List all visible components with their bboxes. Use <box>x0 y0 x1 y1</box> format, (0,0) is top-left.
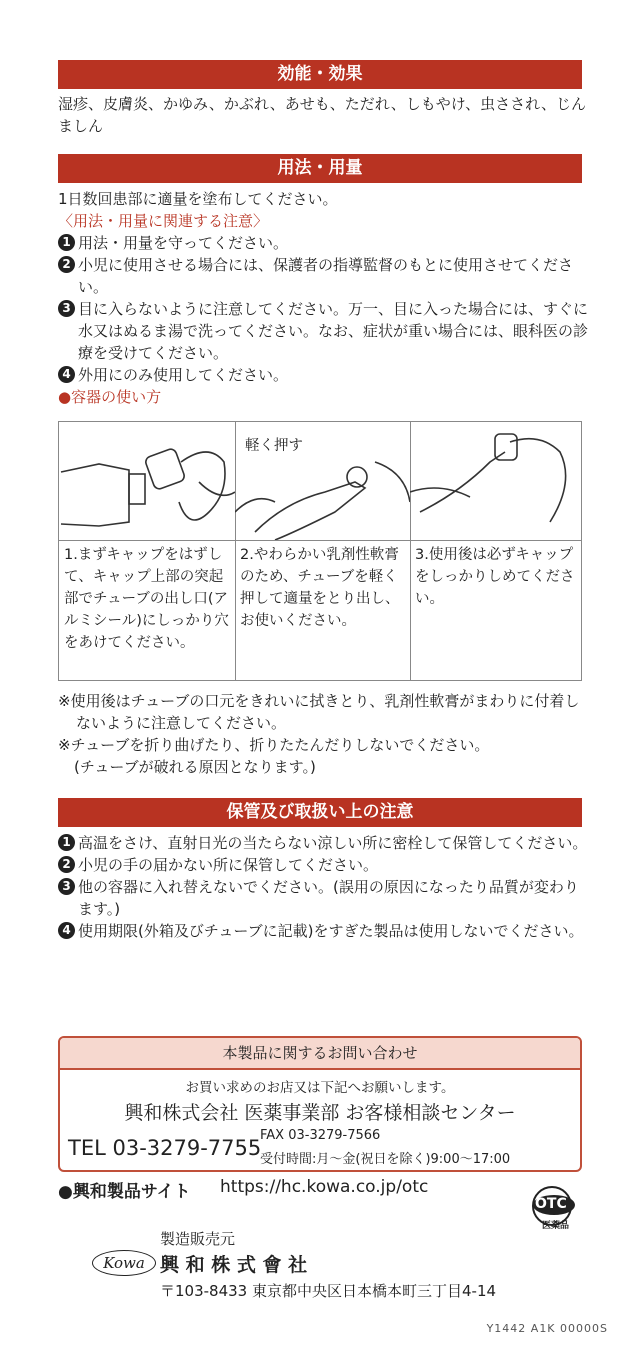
step-1-cell <box>59 422 236 680</box>
storage-item: 4 使用期限(外箱及びチューブに記載)をすぎた製品は使用しないでください。 <box>58 920 588 942</box>
contact-center: 興和株式会社 医薬事業部 お客様相談センター <box>124 1102 516 1124</box>
maker-name: 興 和 株 式 會 社 <box>160 1254 308 1276</box>
number-4-icon: 4 <box>58 366 75 383</box>
step-2-cell <box>235 422 411 680</box>
tube-close-illustration-icon <box>410 422 581 540</box>
maker-address: 〒103-8433 東京都中央区日本橋本町三丁目4-14 <box>160 1282 497 1300</box>
storage-item: 1 高温をさけ、直射日光の当たらない涼しい所に密栓して保管してください。 <box>58 832 588 854</box>
usage-notes <box>58 690 588 778</box>
number-1-icon: 1 <box>58 834 75 851</box>
contact-request: お買い求めのお店又は下記へお願いします。 <box>185 1080 455 1096</box>
otc-sub: 医薬品 <box>542 1221 570 1231</box>
number-1-icon: 1 <box>58 234 75 251</box>
step-3-caption: 3.使用後は必ずキャップをしっかりしめてください。 <box>415 547 575 607</box>
usage-item: 1 用法・用量を守ってください。 <box>58 232 588 254</box>
maker-role: 製造販売元 <box>160 1230 236 1248</box>
press-label: 軽く押す <box>245 438 303 454</box>
contact-fax: FAX 03-3279-7566 <box>260 1128 381 1143</box>
site-label: ●興和製品サイト <box>58 1182 191 1202</box>
usage-intro: 1日数回患部に適量を塗布してください。 <box>58 190 338 208</box>
note-item: ※使用後はチューブの口元をきれいに拭きとり、乳剤性軟膏がまわりに付着しないように注意してください。 <box>58 692 580 732</box>
otc-badge <box>520 1186 584 1232</box>
number-2-icon: 2 <box>58 856 75 873</box>
contact-hours: 受付時間:月～金(祝日を除く)9:00～17:00 <box>260 1152 511 1167</box>
efficacy-title: 効能・効果 <box>58 60 582 89</box>
tube-cap-illustration-icon <box>59 422 235 540</box>
step-2-caption: 2.やわらかい乳剤性軟膏のため、チューブを軽く押して適量をとり出し、お使いください。 <box>240 547 400 629</box>
site-link[interactable]: https://hc.kowa.co.jp/otc <box>220 1177 429 1197</box>
storage-item: 3 他の容器に入れ替えないでください。(誤用の原因になったり品質が変わります。) <box>58 876 588 920</box>
container-usage-table <box>58 421 582 681</box>
contact-box <box>58 1036 582 1172</box>
number-3-icon: 3 <box>58 300 75 317</box>
contact-header: 本製品に関するお問い合わせ <box>60 1038 580 1070</box>
container-heading: ●容器の使い方 <box>58 388 162 406</box>
storage-item: 2 小児の手の届かない所に保管してください。 <box>58 854 588 876</box>
otc-text: OTC <box>535 1196 567 1212</box>
storage-title: 保管及び取扱い上の注意 <box>58 798 582 827</box>
usage-item: 2 小児に使用させる場合には、保護者の指導監督のもとに使用させてください。 <box>58 254 588 298</box>
note-item: (チューブが破れる原因となります。) <box>74 758 316 776</box>
usage-related-heading: 〈用法・用量に関連する注意〉 <box>58 212 269 230</box>
table-divider <box>59 540 581 541</box>
product-code: Y1442 A1K 00000S <box>486 1322 608 1335</box>
number-4-icon: 4 <box>58 922 75 939</box>
kowa-logo: Kowa <box>92 1250 156 1276</box>
number-2-icon: 2 <box>58 256 75 273</box>
usage-block <box>58 188 588 408</box>
note-item: ※チューブを折り曲げたり、折りたたんだりしないでください。 <box>58 736 490 754</box>
usage-title: 用法・用量 <box>58 154 582 183</box>
step-3-cell <box>410 422 581 680</box>
usage-item: 3 目に入らないように注意してください。万一、目に入った場合には、すぐに水又はぬるま湯で洗ってください。なお、症状が重い場合には、眼科医の診療を受けてください。 <box>58 298 588 364</box>
usage-item: 4 外用にのみ使用してください。 <box>58 364 588 386</box>
efficacy-body: 湿疹、皮膚炎、かゆみ、かぶれ、あせも、ただれ、しもやけ、虫さされ、じんましん <box>58 95 587 135</box>
storage-block <box>58 832 588 942</box>
number-3-icon: 3 <box>58 878 75 895</box>
step-1-caption: 1.まずキャップをはずして、キャップ上部の突起部でチューブの出し口(アルミシール)にしっかり穴をあけてください。 <box>64 547 229 651</box>
contact-tel: TEL 03-3279-7755 <box>68 1136 262 1160</box>
